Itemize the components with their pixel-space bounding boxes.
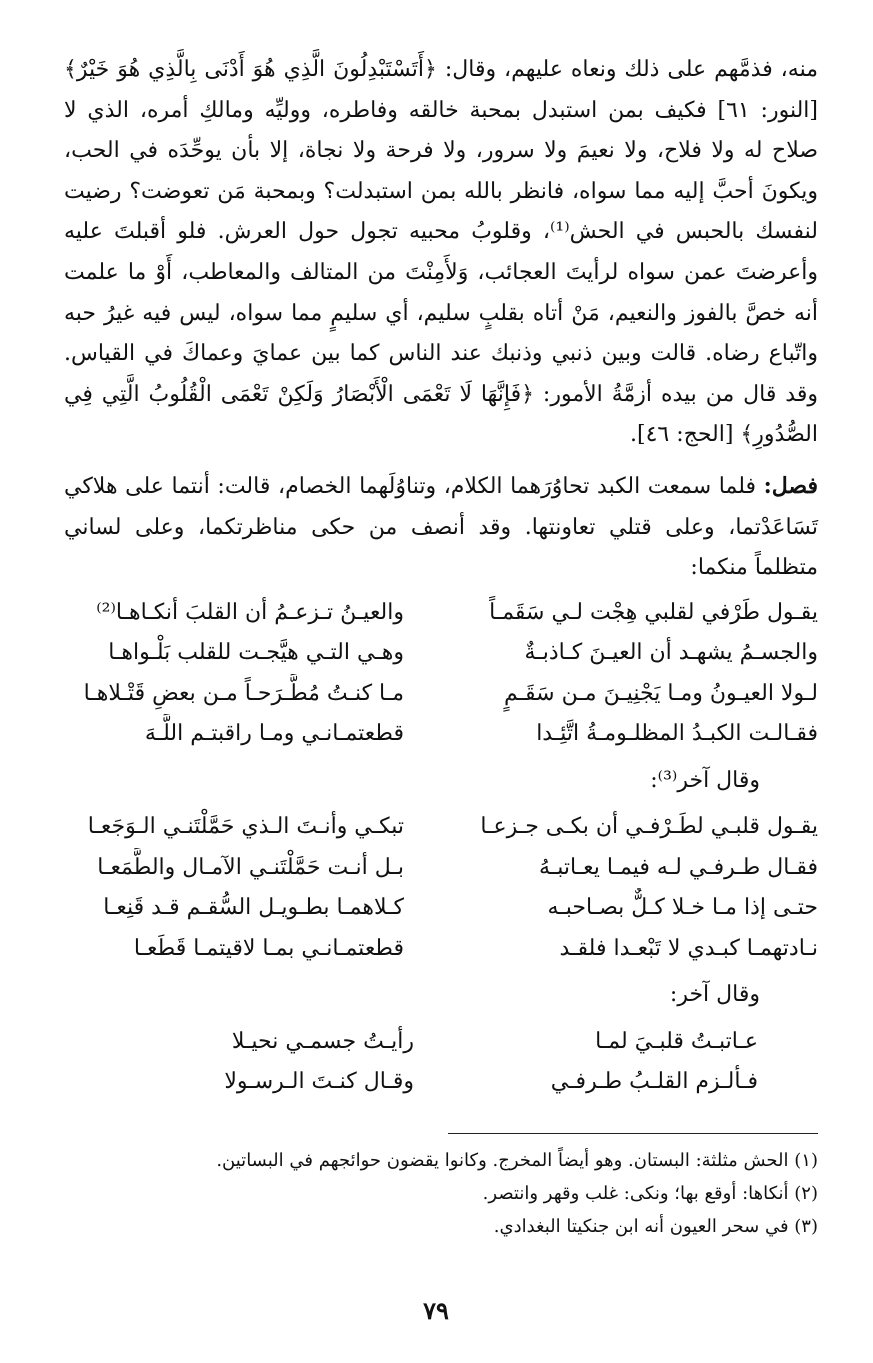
footnote-2: (٢) أنكاها: أوقع بها؛ ونكى: غلب وقهر وانتصر.	[482, 1183, 818, 1204]
footnote-divider	[448, 1133, 818, 1134]
verse-sadr: يقـول قلبـي لطَـرْفـي أن بكـى جـزعـا	[480, 814, 818, 840]
verse-line	[64, 848, 818, 889]
verse-ajuz: مـا كنـتُ مُطَّـرَحـاً مـن بعضِ قَتْـلاهـا	[83, 680, 404, 706]
verse-sadr: فقـال طـرفـي لـه فيمـا يعـاتبـهُ	[539, 854, 818, 880]
verse-sadr: والجسـمُ يشهـد أن العيـنَ كـاذبـةٌ	[524, 640, 818, 666]
verse-sadr: حتـى إذا مـا خـلا كـلٌّ بصـاحبـه	[547, 895, 818, 921]
verse-line	[64, 674, 818, 715]
verse-line	[64, 714, 818, 755]
verse-sadr: عـاتبـتُ قلبـيَ لمـا	[595, 1028, 758, 1054]
poem-intro-3: وقال آخر:	[669, 982, 760, 1008]
verse-ajuz: رأيـتُ جسمـي نحيـلا	[231, 1028, 414, 1054]
verse-sadr: فـألـزم القلـبُ طـرفـي	[550, 1069, 758, 1095]
verse-line	[64, 807, 818, 848]
verse-ajuz: تبكـي وأنـتَ الـذي حَمَّلْتَنـي الـوَجَعـا	[87, 814, 404, 840]
verse-ajuz: كـلاهمـا بطـويـل السُّقـم قـد قَنِعـا	[103, 895, 404, 921]
footnote-1: (١) الحش مثلثة: البستان. وهو أيضاً المخرج. وكانوا يقضون حوائجهم في البساتين.	[216, 1150, 818, 1171]
paragraph-2-text: فلما سمعت الكبد تحاوُرَهما الكلام، وتناوُلَهما الخصام، قالت: أنتما على هلاكي تَسَاعَدْتما، وعلى قتلي تعاونتها. وقد أنصف من حكى مناظرتكما، وعلى لساني متظلماً منكما:	[64, 473, 818, 581]
verse-ajuz: والعيـنُ تـزعـمُ أن القلبَ أنكـاهـا⁽²⁾	[96, 599, 404, 625]
verse-sadr: فقـالـت الكبـدُ المظلـومـةُ اتَّئِـدا	[536, 721, 818, 747]
paragraph-1: منه، فذمَّهم على ذلك ونعاه عليهم، وقال: ﴿أَتَسْتَبْدِلُونَ الَّذِي هُوَ أَدْنَى بِالَّذِي هُوَ خَيْرٌ﴾ [النور: ٦١] فكيف بمن استبدل بمحبة خالقه وفاطره، ووليِّه ومالكِ أمره، الذي لا صلاح له ولا فلاح، ولا نعيمَ ولا سرور، ولا فرحة ولا نجاة، إلا بأن يوحِّدَه في الحب، ويكونَ أحبَّ إليه مما سواه، فانظر بالله بمن استبدلت؟ وبمحبة مَن تعوضت؟ رضيت لنفسك بالحبس في الحش⁽¹⁾، وقلوبُ محبيه تجول حول العرش. فلو أقبلتَ عليه وأعرضتَ عمن سواه لرأيتَ العجائب، وَلأَمِنْتَ من المتالف والمعاطب، أَوْ ما علمت أنه خصَّ بالفوز والنعيم، مَنْ أتاه بقلبٍ سليم، أي سليمٍ مما سواه، ليس فيه غيرُ حبه واتّباع رضاه. قالت وبين ذنبي وذنبك عند الناس كما بين عمايَ وعماكَ في القياس. وقد قال من بيده أزمَّةُ الأمور: ﴿فَإِنَّهَا لَا تَعْمَى الْأَبْصَارُ وَلَكِنْ تَعْمَى الْقُلُوبُ الَّتِي فِي الصُّدُورِ﴾ [الحج: ٤٦].	[64, 57, 818, 448]
footnotes	[64, 1144, 818, 1243]
verse-line	[64, 888, 818, 929]
verse-ajuz: قطعتمـانـي ومـا راقبتـم اللَّـهَ	[144, 721, 404, 747]
verse-line	[64, 633, 818, 674]
verse-sadr: لـولا العيـونُ ومـا يَجْنِيـنَ مـن سَقَـمٍ	[503, 680, 818, 706]
verse-line	[64, 593, 818, 634]
verse-ajuz: وقـال كنـتَ الـرسـولا	[224, 1069, 414, 1095]
poem-3	[64, 1022, 818, 1103]
verse-ajuz: وهـي التـي هيَّجـت للقلب بَلْـواهـا	[108, 640, 404, 666]
paragraph-2	[64, 466, 818, 589]
verse-line	[64, 1062, 818, 1103]
poem-2	[64, 807, 818, 969]
page-number: ٧٩	[423, 1296, 449, 1325]
poem-intro-2: وقال آخر⁽³⁾:	[650, 767, 760, 793]
verse-line	[64, 929, 818, 970]
verse-sadr: نـادتهمـا كبـدي لا تَبْعـدا فلقـد	[559, 935, 818, 961]
verse-ajuz: قطعتمـانـي بمـا لاقيتمـا قَطَعـا	[133, 935, 404, 961]
poem-1	[64, 593, 818, 755]
page-body	[64, 50, 818, 1103]
section-heading-fasl: فصل:	[763, 472, 818, 499]
verse-line	[64, 1022, 818, 1063]
verse-sadr: يقـول طَرْفي لقلبي هِجْت لـي سَقَمـاً	[489, 599, 818, 625]
verse-ajuz: بـل أنـت حَمَّلْتَنـي الآمـال والطَّمَعـا	[97, 854, 404, 880]
footnote-3: (٣) في سحر العيون أنه ابن جنكيتا البغدادي.	[493, 1216, 818, 1237]
